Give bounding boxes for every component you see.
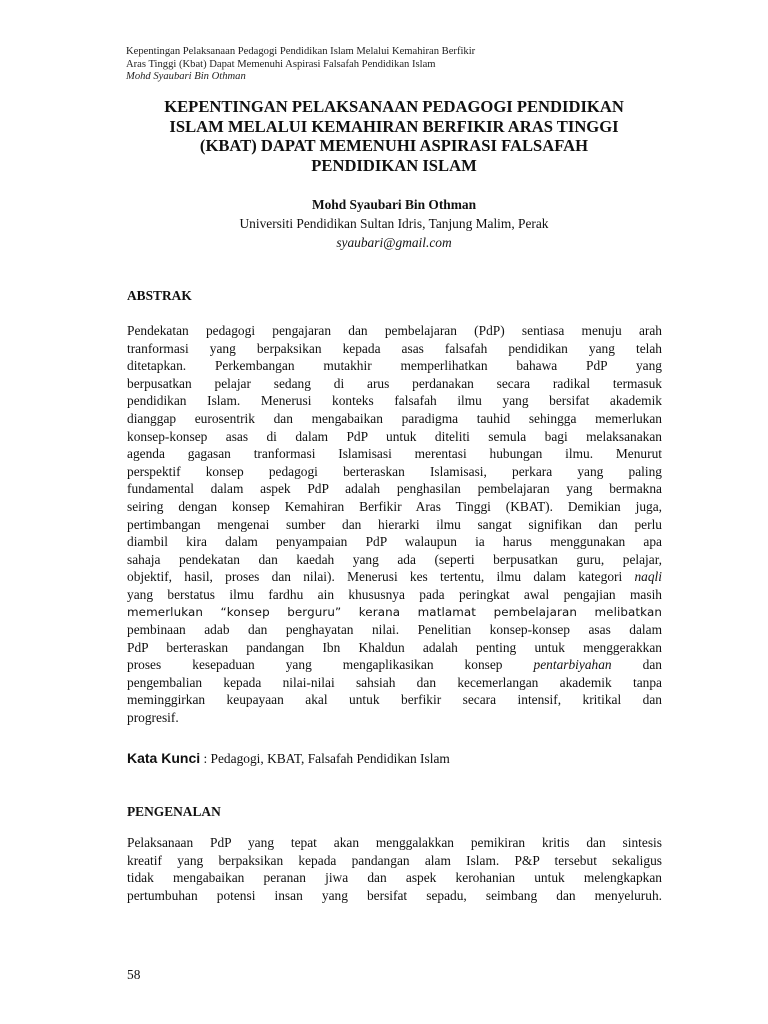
abstract-line: pengembalian kepada nilai-nilai sahsiah dan kecemerlangan akademik tanpa bbox=[127, 674, 662, 690]
keywords bbox=[127, 750, 450, 767]
abstract-line: progresif. bbox=[127, 710, 179, 726]
title-line: ISLAM MELALUI KEMAHIRAN BERFIKIR ARAS TINGGI bbox=[169, 116, 619, 136]
abstract-line-pentarbiyahan bbox=[127, 656, 662, 674]
abstract-line: Pendekatan pedagogi pengajaran dan pembelajaran (PdP) sentiasa menuju arah bbox=[127, 323, 662, 338]
abstract-heading: ABSTRAK bbox=[127, 288, 192, 303]
abstract-line: pembinaan adab dan penghayatan nilai. Penelitian konsep-konsep asas dalam bbox=[127, 622, 662, 638]
abstract-line: pertimbangan mengenai sumber dan hierarki ilmu sangat signifikan dan perlu bbox=[127, 516, 662, 532]
abstract-line: seiring dengan konsep Kemahiran Berfikir Aras Tinggi (KBAT). Demikian juga, bbox=[127, 498, 662, 514]
abstract-line: perspektif konsep pedagogi berteraskan Islamisasi, perkara yang paling bbox=[127, 463, 662, 479]
abstract-line-tail: dan bbox=[611, 657, 662, 673]
abstract-line-text: objektif, hasil, proses dan nilai). Menerusi kes tertentu, ilmu dalam kategori bbox=[127, 569, 635, 585]
abstract-line: sahaja pendekatan dan kaedah yang ada (seperti berpusatkan guru, pelajar, bbox=[127, 551, 662, 567]
abstract-line: konsep-konsep asas di dalam PdP untuk diteliti semula bagi melaksanakan bbox=[127, 428, 662, 444]
keywords-text: : Pedagogi, KBAT, Falsafah Pendidikan Islam bbox=[200, 751, 450, 766]
abstract-line-naqli bbox=[127, 568, 662, 586]
paper-title bbox=[120, 97, 668, 175]
author-block bbox=[120, 195, 668, 252]
abstract-line: tranformasi yang berpaksikan kepada asas falsafah pendidikan yang telah bbox=[127, 340, 662, 356]
abstract-line: pendidikan Islam. Menerusi konteks falsafah ilmu yang bersifat akademik bbox=[127, 393, 662, 409]
running-header bbox=[126, 46, 646, 84]
abstract-line-text: proses kesepaduan yang mengaplikasikan konsep bbox=[127, 657, 534, 673]
title-line: KEPENTINGAN PELAKSANAAN PEDAGOGI PENDIDIKAN bbox=[164, 97, 624, 116]
introduction-line: kreatif yang berpaksikan kepada pandangan alam Islam. P&P tersebut sekaligus bbox=[127, 852, 662, 868]
running-header-author: Mohd Syaubari Bin Othman bbox=[126, 71, 246, 82]
italic-term-naqli: naqli bbox=[634, 569, 662, 585]
running-header-title-line-1: Kepentingan Pelaksanaan Pedagogi Pendidikan Islam Melalui Kemahiran Berfikir bbox=[126, 46, 476, 57]
title-line: PENDIDIKAN ISLAM bbox=[311, 155, 477, 175]
abstract-line: dianggap eurosentrik dan mengabaikan paradigma tauhid sehingga memerlukan bbox=[127, 410, 662, 426]
abstract-line: PdP berteraskan pandangan Ibn Khaldun adalah penting untuk menggerakkan bbox=[127, 639, 662, 655]
abstract-line: berpusatkan pelajar sedang di arus perdanakan secara radikal termasuk bbox=[127, 375, 662, 391]
abstract-line: memerlukan “konsep berguru” kerana matlamat pembelajaran melibatkan bbox=[127, 604, 662, 619]
abstract-line: agenda gagasan tranformasi Islamisasi merentasi hubungan ilmu. Menurut bbox=[127, 446, 662, 462]
introduction-line: Pelaksanaan PdP yang tepat akan menggalakkan pemikiran kritis dan sintesis bbox=[127, 835, 662, 850]
author-email: syaubari@gmail.com bbox=[336, 235, 452, 250]
abstract-body bbox=[127, 322, 662, 727]
author-affiliation: Universiti Pendidikan Sultan Idris, Tanjung Malim, Perak bbox=[239, 216, 549, 231]
introduction-line: tidak mengabaikan peranan jiwa dan aspek kerohanian untuk melengkapkan bbox=[127, 870, 662, 886]
introduction-heading: PENGENALAN bbox=[127, 804, 221, 819]
abstract-line: diambil kira dalam penyampaian PdP walaupun ia harus menggunakan apa bbox=[127, 534, 662, 550]
introduction-line: pertumbuhan potensi insan yang bersifat sepadu, seimbang dan menyeluruh. bbox=[127, 887, 662, 903]
running-header-title-line-2: Aras Tinggi (Kbat) Dapat Memenuhi Aspirasi Falsafah Pendidikan Islam bbox=[126, 58, 436, 70]
italic-term-pentarbiyahan: pentarbiyahan bbox=[533, 657, 612, 673]
abstract-line: meminggirkan keupayaan akal untuk berfikir secara intensif, kritikal dan bbox=[127, 692, 662, 708]
abstract-line: fundamental dalam aspek PdP adalah penghasilan pembelajaran yang bermakna bbox=[127, 481, 662, 497]
page-number: 58 bbox=[127, 967, 141, 982]
introduction-body bbox=[127, 834, 662, 904]
abstract-line: yang berstatus ilmu fardhu ain khususnya pada peringkat awal pengajian masih bbox=[127, 586, 662, 602]
author-name: Mohd Syaubari Bin Othman bbox=[311, 197, 477, 212]
keywords-label: Kata Kunci bbox=[127, 750, 201, 766]
abstract-line: ditetapkan. Perkembangan mutakhir memperlihatkan bahawa PdP yang bbox=[127, 358, 662, 374]
title-line: (KBAT) DAPAT MEMENUHI ASPIRASI FALSAFAH bbox=[199, 136, 589, 155]
